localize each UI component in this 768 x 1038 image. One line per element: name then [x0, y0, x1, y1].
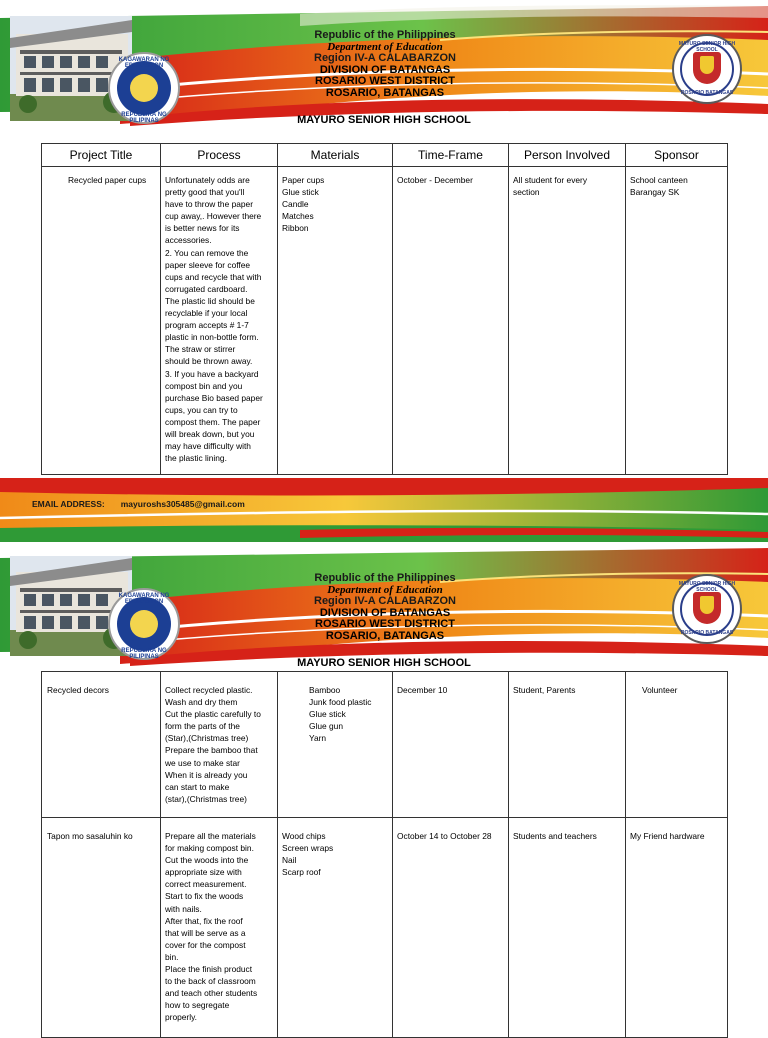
materials-lines	[278, 818, 392, 878]
school-seal-top-text: MAYURO SENIOR HIGH SCHOOL	[678, 41, 736, 53]
cell-materials	[278, 818, 393, 1038]
text-line: Cut the plastic carefully to	[165, 709, 261, 720]
header-banner	[0, 0, 768, 130]
time-frame-text: October - December	[397, 175, 473, 185]
process-lines	[161, 818, 277, 1024]
text-line: (Star),(Christmas tree)	[165, 733, 249, 744]
text-line: Place the finish product	[165, 964, 253, 975]
text-line: corrugated cardboard.	[165, 283, 248, 294]
cell-time-frame	[393, 672, 509, 818]
text-line: plastic in non-bottle form.	[165, 332, 259, 343]
text-line: Yarn	[309, 733, 327, 744]
school-seal-bottom-text: ROSARIO BATANGAS	[680, 90, 734, 96]
text-line: Glue stick	[282, 187, 319, 198]
persons-lines	[509, 818, 625, 842]
text-line: bin.	[165, 951, 179, 962]
cell-sponsor	[626, 167, 728, 475]
school-seal	[672, 34, 742, 104]
persons-lines	[509, 167, 625, 198]
text-line: Barangay SK	[630, 187, 680, 198]
school-seal-2-bottom-text: ROSARIO BATANGAS	[680, 630, 734, 636]
text-line: Collect recycled plastic.	[165, 685, 253, 695]
deped-seal-top-text: KAGAWARAN NG EDUKASYON	[118, 57, 170, 69]
header-project-title: Project Title	[42, 144, 161, 167]
text-line: that will be serve as a	[165, 927, 246, 938]
cell-sponsor	[626, 672, 728, 818]
text-line: paper sleeve for coffee	[165, 259, 251, 270]
text-line: Students and teachers	[513, 831, 597, 841]
text-line: may have difficulty with	[165, 441, 251, 452]
text-line: Junk food plastic	[309, 697, 372, 708]
email-line	[32, 499, 245, 509]
text-line: Prepare the bamboo that	[165, 745, 258, 756]
materials-lines	[278, 167, 392, 234]
text-line: cup away,. However there	[165, 211, 262, 222]
persons-lines	[509, 672, 625, 696]
text-line: appropriate size with	[165, 867, 242, 878]
deped-seal-2-bottom-text: REPUBLIKA NG PILIPINAS	[121, 648, 167, 660]
text-line: My Friend hardware	[630, 831, 705, 841]
project-title-text: Recycled decors	[47, 685, 109, 695]
project-title-text: Tapon mo sasaluhin ko	[47, 831, 133, 841]
text-line: correct measurement.	[165, 879, 247, 890]
table-row	[42, 818, 728, 1038]
project-table-page1	[41, 143, 728, 475]
text-line: After that, fix the roof	[165, 915, 243, 926]
header-department-2: Department of Education	[327, 583, 443, 596]
time-frame-text: December 10	[397, 685, 448, 695]
text-line: Nail	[282, 855, 297, 866]
text-line: Volunteer	[642, 685, 678, 695]
text-line: recyclable if your local	[165, 308, 248, 319]
text-line: The straw or stirrer	[165, 344, 236, 355]
header-text	[300, 30, 470, 99]
text-line: Scarp roof	[282, 867, 321, 878]
materials-lines	[278, 672, 392, 744]
text-line: Screen wraps	[282, 843, 334, 854]
text-line: All student for every	[513, 175, 588, 185]
school-name-2: MAYURO SENIOR HIGH SCHOOL	[297, 657, 471, 669]
header-republic-2: Republic of the Philippines	[314, 572, 456, 584]
header-process: Process	[161, 144, 278, 167]
text-line: compost them. The paper	[165, 416, 261, 427]
cell-person-involved	[509, 672, 626, 818]
text-line: program accepts # 1-7	[165, 320, 249, 331]
table-row	[42, 672, 728, 818]
school-seal-2	[672, 574, 742, 644]
text-line: Glue gun	[309, 721, 343, 732]
text-line: When it is already you	[165, 769, 248, 780]
cell-person-involved	[509, 167, 626, 475]
footer-banner-art	[0, 478, 768, 542]
header-banner-2	[0, 546, 768, 670]
header-town-2: ROSARIO, BATANGAS	[325, 629, 445, 642]
sponsor-lines	[626, 672, 727, 696]
text-line: Matches	[282, 211, 314, 222]
text-line: (star),(Christmas tree)	[165, 793, 247, 804]
text-line: Cut the woods into the	[165, 855, 249, 866]
text-line: how to segregate	[165, 1000, 230, 1011]
cell-person-involved	[509, 818, 626, 1038]
text-line: for making compost bin.	[165, 843, 254, 854]
text-line: Student, Parents	[513, 685, 576, 695]
text-line: Wood chips	[282, 831, 326, 841]
sponsor-lines	[626, 818, 727, 842]
header-department: Department of Education	[327, 40, 443, 53]
cell-project-title	[42, 818, 161, 1038]
process-lines	[161, 672, 277, 805]
text-line: Start to fix the woods	[165, 891, 244, 902]
text-line: Unfortunately odds are	[165, 175, 250, 185]
header-division-2: DIVISION OF BATANGAS	[319, 606, 451, 619]
email-address: mayuroshs305485@gmail.com	[120, 499, 245, 509]
text-line: 2. You can remove the	[165, 247, 249, 258]
text-line: Ribbon	[282, 223, 309, 234]
header-district: ROSARIO WEST DISTRICT	[315, 75, 455, 87]
deped-seal-2	[108, 588, 180, 660]
deped-seal-bottom-text: REPUBLIKA NG PILIPINAS	[121, 112, 167, 124]
project-title-text: Recycled paper cups	[68, 175, 147, 185]
text-line: form the parts of the	[165, 721, 240, 732]
text-line: have to throw the paper	[165, 199, 253, 210]
text-line: Glue stick	[309, 709, 346, 720]
cell-process	[161, 818, 278, 1038]
school-seal-2-top-text: MAYURO SENIOR HIGH SCHOOL	[678, 581, 736, 593]
text-line: Prepare all the materials	[165, 831, 256, 841]
text-line: is better news for its	[165, 223, 240, 234]
header-region: Region IV-A CALABARZON	[314, 52, 456, 64]
text-line: will break down, but you	[165, 428, 255, 439]
text-line: accessories.	[165, 235, 212, 246]
text-line: to the back of classroom	[165, 976, 256, 987]
footer-banner	[0, 478, 768, 542]
email-label: EMAIL ADDRESS:	[32, 499, 105, 509]
text-line: Bamboo	[309, 685, 341, 695]
header-person-involved: Person Involved	[509, 144, 626, 167]
text-line: properly.	[165, 1012, 197, 1023]
text-line: pretty good that you'll	[165, 187, 245, 198]
text-line: 3. If you have a backyard	[165, 368, 259, 379]
deped-seal-2-top-text: KAGAWARAN NG EDUKASYON	[118, 593, 170, 605]
school-name: MAYURO SENIOR HIGH SCHOOL	[297, 114, 471, 126]
header-region-2: Region IV-A CALABARZON	[314, 595, 456, 607]
sponsor-lines	[626, 167, 727, 198]
text-line: the plastic lining.	[165, 453, 227, 464]
text-line: cover for the compost	[165, 939, 246, 950]
cell-time-frame	[393, 167, 509, 475]
cell-time-frame	[393, 818, 509, 1038]
header-materials: Materials	[278, 144, 393, 167]
text-line: The plastic lid should be	[165, 295, 255, 306]
cell-project-title	[42, 672, 161, 818]
text-line: we use to make star	[165, 757, 240, 768]
text-line: cups and recycle that with	[165, 271, 262, 282]
cell-project-title	[42, 167, 161, 475]
text-line: should be thrown away.	[165, 356, 253, 367]
text-line: cups, you can try to	[165, 404, 238, 415]
cell-materials	[278, 672, 393, 818]
text-line: compost bin and you	[165, 380, 243, 391]
table-header-row	[42, 144, 728, 167]
text-line: Candle	[282, 199, 309, 210]
text-line: section	[513, 187, 540, 198]
header-division: DIVISION OF BATANGAS	[319, 63, 451, 76]
text-line: and teach other students	[165, 988, 258, 999]
cell-sponsor	[626, 818, 728, 1038]
table-row	[42, 167, 728, 475]
text-line: with nails.	[165, 903, 202, 914]
text-line: can start to make	[165, 781, 230, 792]
cell-process	[161, 167, 278, 475]
process-lines	[161, 167, 277, 464]
text-line: purchase Bio based paper	[165, 392, 263, 403]
project-table-page2	[41, 671, 728, 1038]
header-town: ROSARIO, BATANGAS	[325, 86, 445, 99]
cell-materials	[278, 167, 393, 475]
header-sponsor: Sponsor	[626, 144, 728, 167]
text-line: Wash and dry them	[165, 697, 238, 708]
header-republic: Republic of the Philippines	[314, 29, 456, 41]
header-text-2	[300, 573, 470, 642]
header-time-frame: Time-Frame	[393, 144, 509, 167]
header-district-2: ROSARIO WEST DISTRICT	[315, 618, 455, 630]
time-frame-text: October 14 to October 28	[397, 831, 492, 841]
text-line: School canteen	[630, 175, 688, 185]
cell-process	[161, 672, 278, 818]
text-line: Paper cups	[282, 175, 325, 185]
